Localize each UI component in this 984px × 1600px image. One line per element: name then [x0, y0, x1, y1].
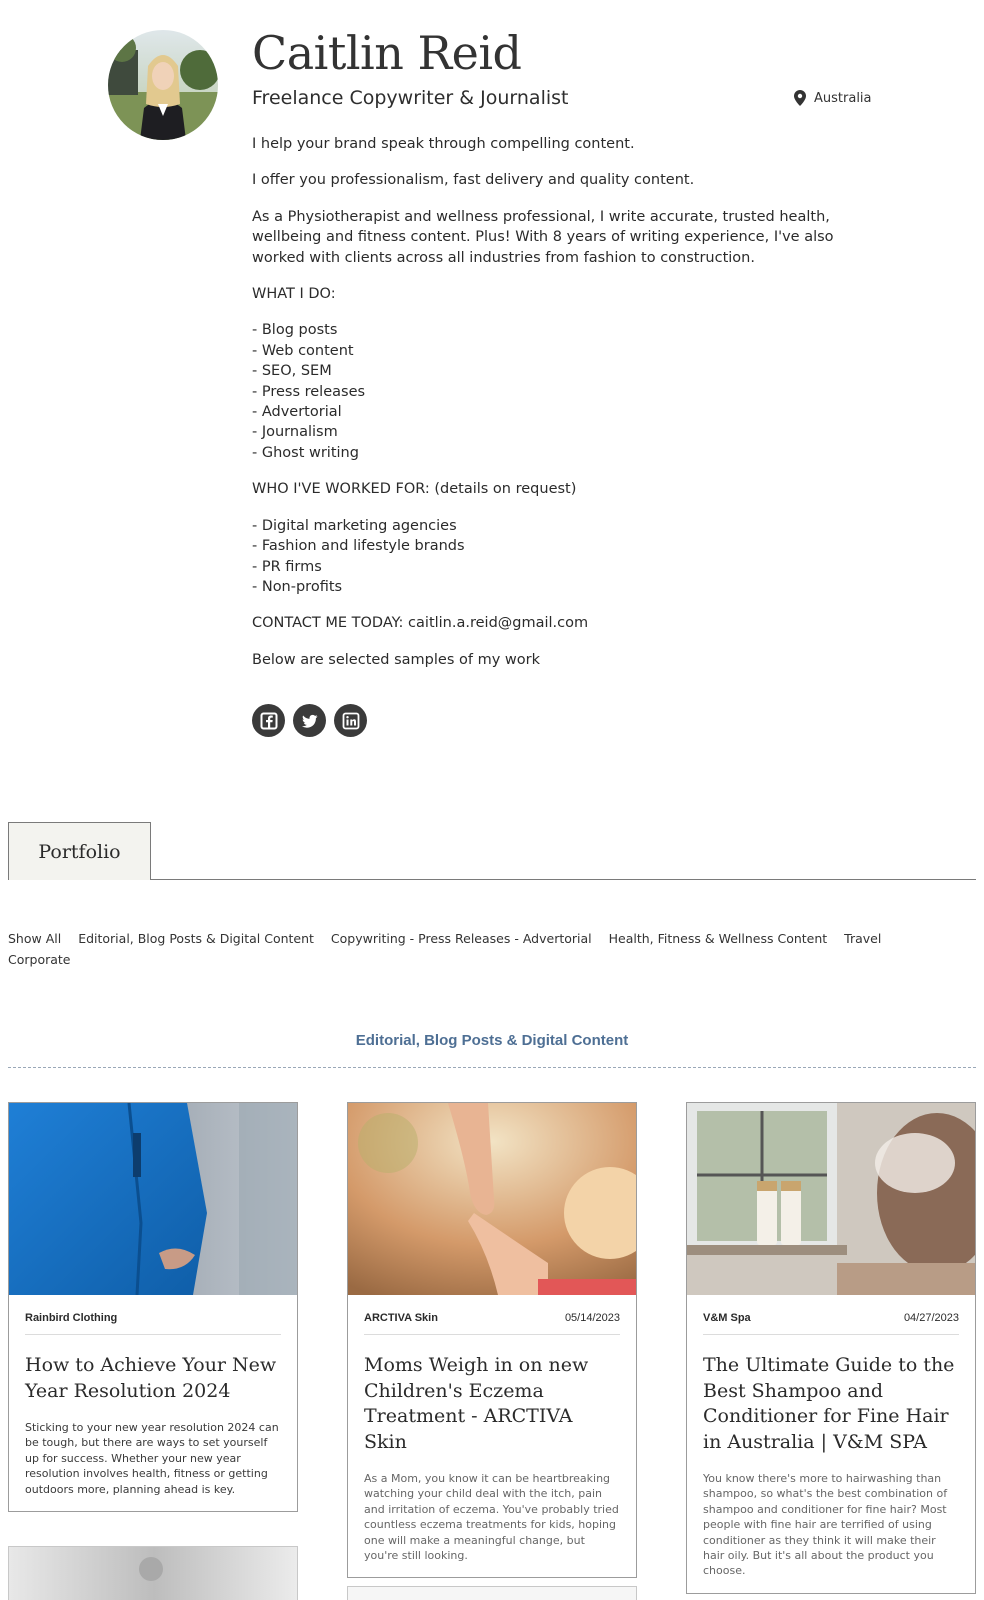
card-date: 04/27/2023	[903, 1312, 959, 1324]
section-divider	[8, 1067, 976, 1068]
card-excerpt: Sticking to your new year resolution 2024 can be tough, but there are ways to set yourself up for success. Whether your new year resolution involves health, fitness or getting outdoors more, planning ahead is key.	[25, 1421, 279, 1496]
card-meta	[703, 1295, 959, 1335]
list-item: - Blog posts	[252, 322, 338, 339]
tab-portfolio[interactable]: Portfolio	[8, 822, 151, 880]
section-title: Editorial, Blog Posts & Digital Content	[355, 1032, 629, 1049]
samples-line: Below are selected samples of my work	[252, 651, 540, 668]
location-label: Australia	[814, 90, 872, 106]
card-excerpt: As a Mom, you know it can be heartbreaking watching your child deal with the itch, pain and irritation of eczema. You've probably tried countless eczema treatments for kids, hoping one will make a meaningful change, but you're still looking.	[364, 1472, 619, 1563]
filter-editorial[interactable]: Editorial, Blog Posts & Digital Content	[78, 931, 314, 946]
filter-corporate[interactable]: Corporate	[8, 952, 71, 967]
twitter-icon	[301, 712, 319, 730]
card-image	[348, 1103, 636, 1295]
portfolio-card[interactable]	[686, 1102, 976, 1594]
map-pin-icon	[794, 90, 806, 106]
filter-copywriting[interactable]: Copywriting - Press Releases - Advertorial	[330, 931, 592, 946]
filter-show-all[interactable]: Show All	[8, 931, 62, 946]
contact-line: CONTACT ME TODAY: caitlin.a.reid@gmail.com	[252, 615, 589, 632]
list-item: - PR firms	[252, 558, 322, 575]
card-client: ARCTIVA Skin	[364, 1312, 438, 1324]
profile-avatar	[108, 30, 218, 140]
profile-location	[794, 90, 872, 106]
card-client: Rainbird Clothing	[25, 1312, 118, 1324]
portfolio-card[interactable]	[8, 1102, 298, 1512]
portfolio-card-partial[interactable]	[8, 1546, 298, 1600]
portfolio-card-partial[interactable]	[347, 1586, 637, 1600]
what-i-do-heading: WHAT I DO:	[252, 286, 336, 303]
list-item: - SEO, SEM	[252, 363, 332, 380]
linkedin-link[interactable]	[334, 704, 367, 737]
what-i-do-list	[252, 320, 852, 463]
card-title: Moms Weigh in on new Children's Eczema Treatment - ARCTIVA Skin	[364, 1354, 589, 1453]
list-item: - Non-profits	[252, 578, 343, 595]
facebook-icon	[260, 712, 278, 730]
profile-name: Caitlin Reid	[252, 26, 522, 80]
bio-paragraph: I help your brand speak through compelling content.	[252, 136, 635, 152]
filter-travel[interactable]: Travel	[844, 931, 882, 946]
list-item: - Journalism	[252, 424, 338, 441]
card-excerpt: You know there's more to hairwashing than shampoo, so what's the best combination of shampoo and conditioner for fine hair? Most people with fine hair are terrified of using conditioner as they think it will make their hair oily. But it's all about the product you choose.	[703, 1472, 948, 1578]
card-meta	[25, 1295, 281, 1335]
facebook-link[interactable]	[252, 704, 285, 737]
portfolio-card[interactable]	[347, 1102, 637, 1578]
list-item: - Web content	[252, 342, 354, 359]
list-item: - Press releases	[252, 383, 366, 400]
card-image	[687, 1103, 975, 1295]
card-image	[9, 1547, 298, 1600]
card-title: The Ultimate Guide to the Best Shampoo and Conditioner for Fine Hair in Australia | V&M SPA	[703, 1354, 955, 1453]
list-item: - Advertorial	[252, 404, 342, 421]
portfolio-tabbar	[8, 822, 976, 880]
list-item: - Ghost writing	[252, 444, 359, 461]
bio-paragraph: I offer you professionalism, fast delivery and quality content.	[252, 172, 695, 189]
portfolio-filters	[8, 928, 968, 970]
linkedin-icon	[342, 712, 360, 730]
card-meta	[364, 1295, 620, 1335]
worked-for-heading: WHO I'VE WORKED FOR: (details on request)	[252, 481, 577, 498]
list-item: - Fashion and lifestyle brands	[252, 538, 465, 555]
card-image	[9, 1103, 297, 1295]
card-title: How to Achieve Your New Year Resolution 2024	[25, 1354, 277, 1402]
twitter-link[interactable]	[293, 704, 326, 737]
profile-subtitle: Freelance Copywriter & Journalist	[252, 87, 569, 109]
worked-for-list	[252, 516, 852, 598]
bio-paragraph: As a Physiotherapist and wellness professional, I write accurate, trusted health, wellbeing and fitness content. Plus! With 8 years of writing experience, I've also worked with clients across all industries from fashion to construction.	[252, 208, 834, 266]
card-client: V&M Spa	[703, 1312, 751, 1324]
social-links	[252, 704, 367, 737]
card-date: 05/14/2023	[564, 1312, 620, 1324]
filter-health-fitness[interactable]: Health, Fitness & Wellness Content	[608, 931, 828, 946]
profile-bio	[252, 134, 852, 686]
list-item: - Digital marketing agencies	[252, 517, 457, 534]
